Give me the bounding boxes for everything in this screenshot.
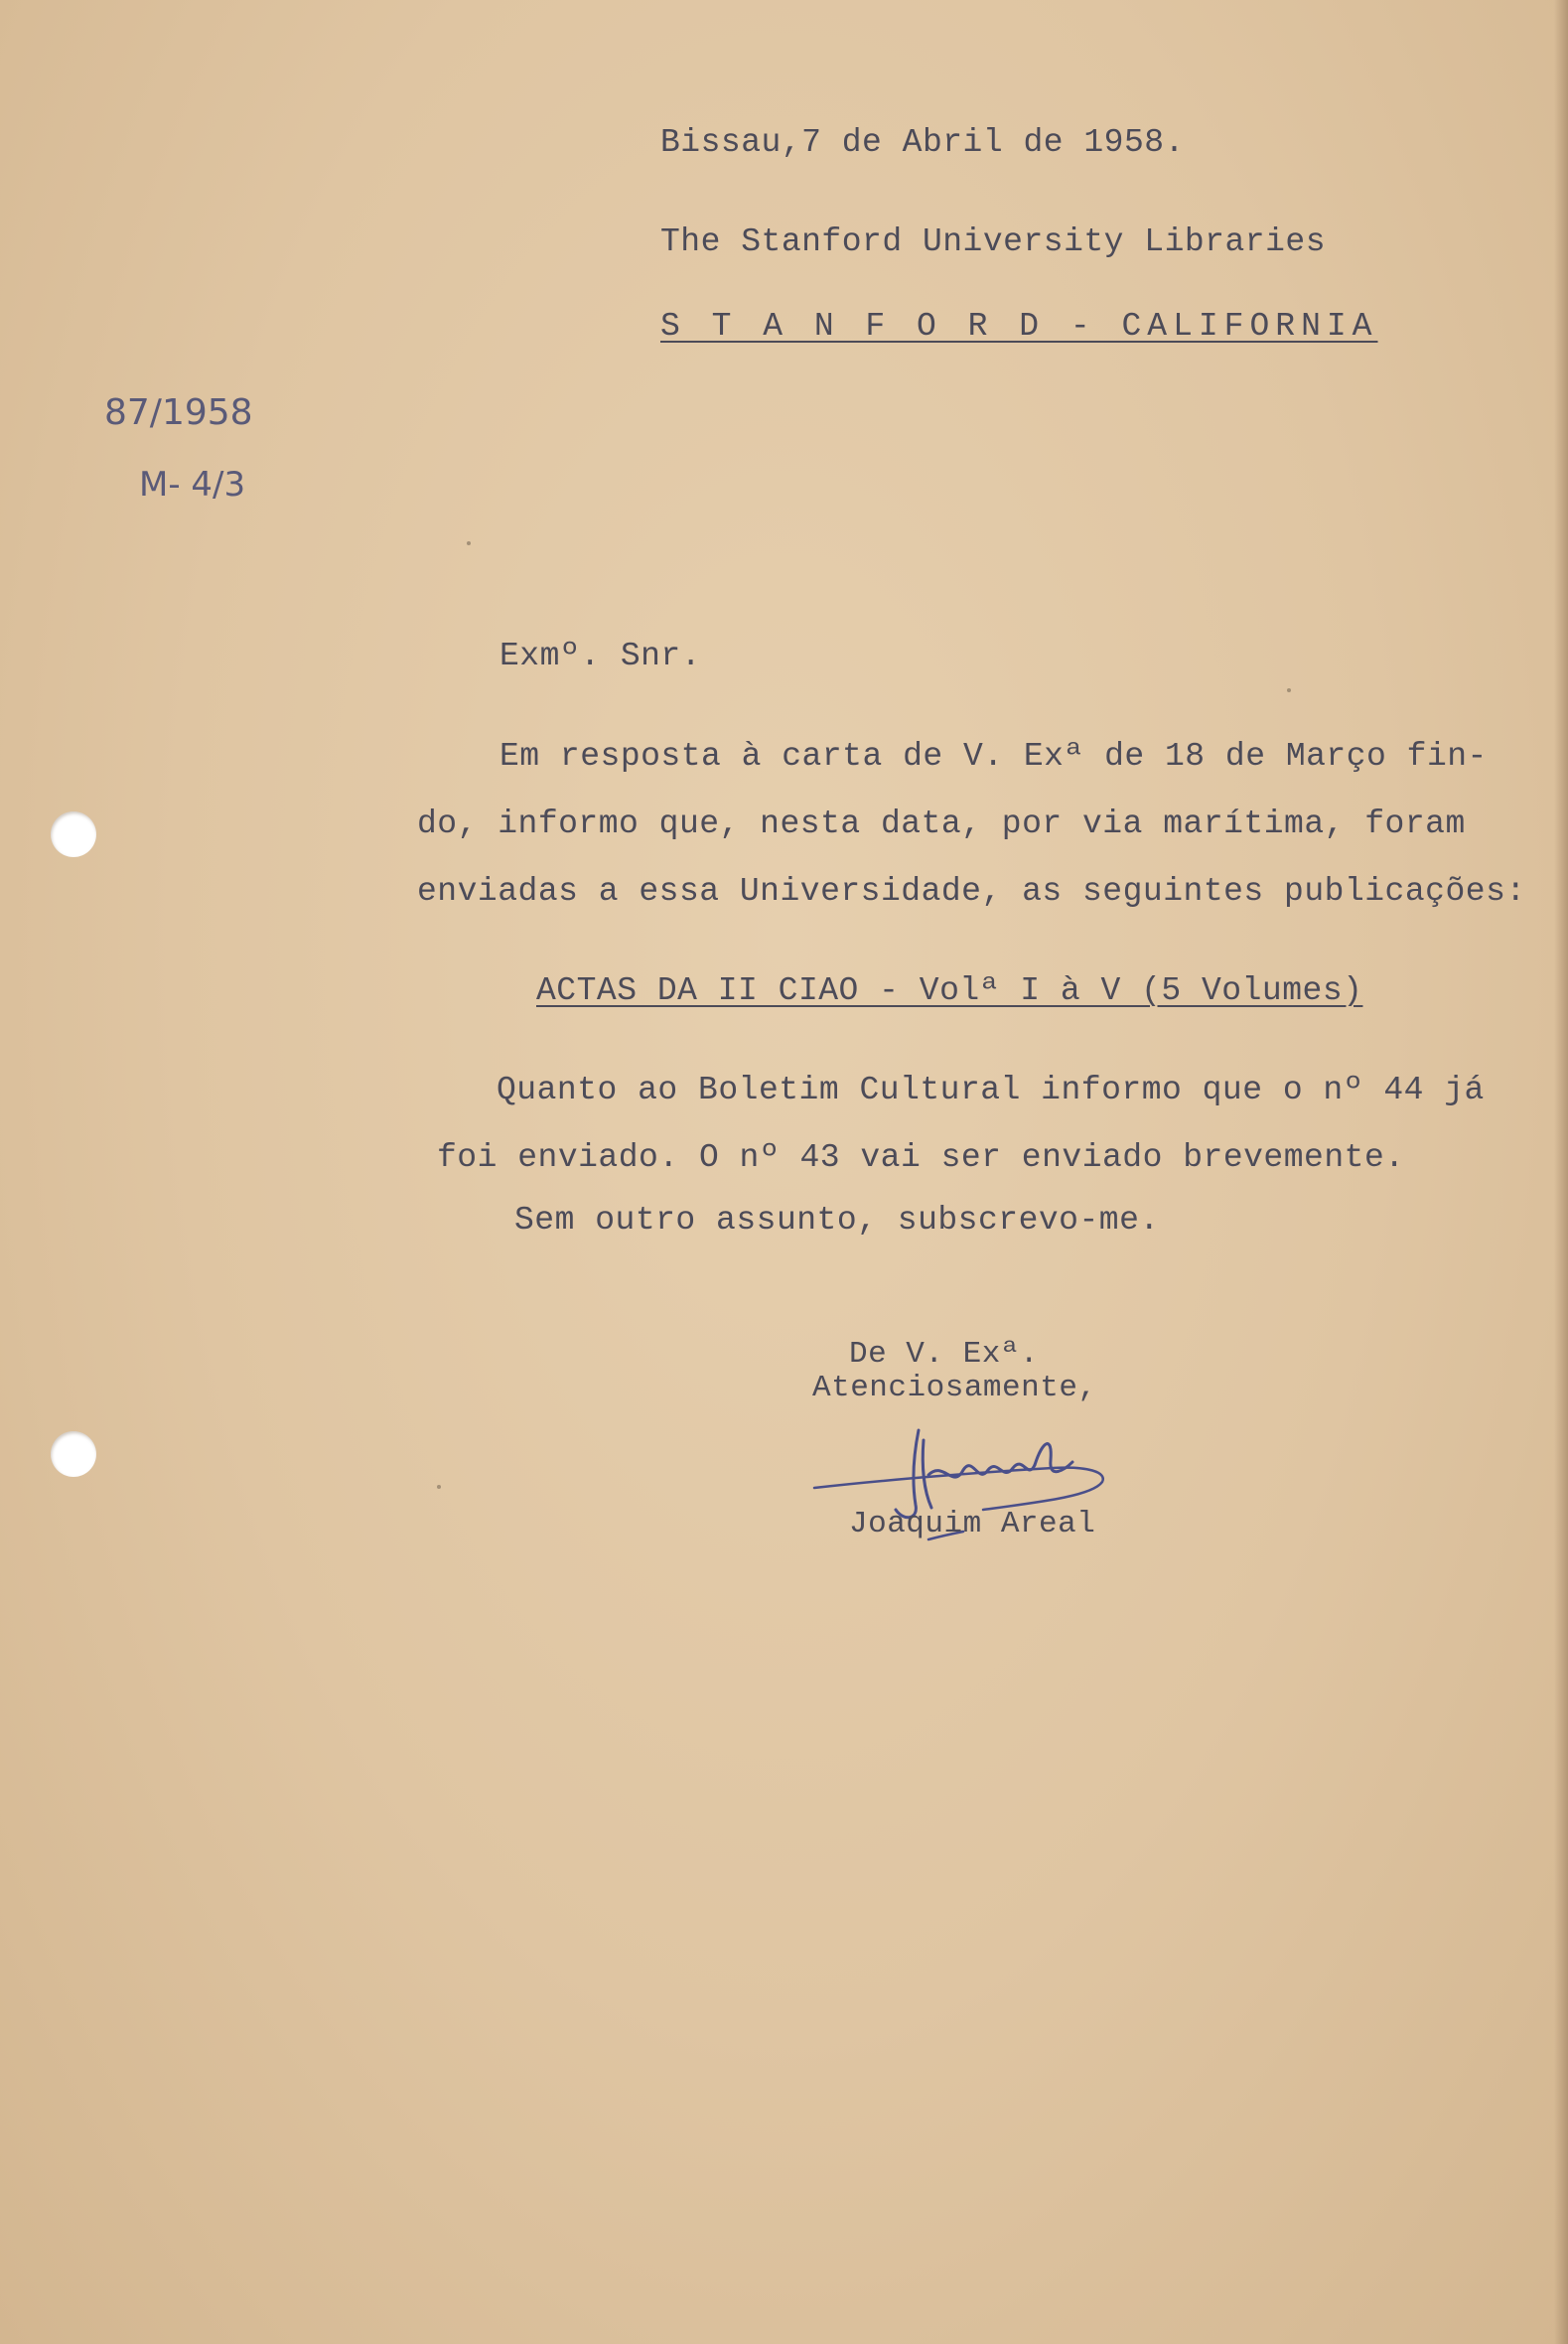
body-line: do, informo que, nesta data, por via marítima, foram [417, 806, 1466, 842]
body-line: Em resposta à carta de V. Exª de 18 de Março fin- [499, 738, 1488, 775]
recipient-line: The Stanford University Libraries [660, 223, 1327, 260]
margin-reference-number: 87/1958 [104, 392, 253, 433]
publication-title: ACTAS DA II CIAO - Volª I à V (5 Volumes) [536, 972, 1363, 1009]
recipient-place: S T A N F O R D - CALIFORNIA [660, 308, 1378, 345]
body-line: Quanto ao Boletim Cultural informo que o nº 44 já [497, 1072, 1485, 1108]
closing-line: Sem outro assunto, subscrevo-me. [514, 1202, 1160, 1239]
punch-hole-bottom [51, 1431, 96, 1477]
punch-hole-top [51, 811, 96, 857]
body-line: foi enviado. O nº 43 vai ser enviado brevemente. [437, 1139, 1405, 1176]
complimentary-close: De V. Exª. [849, 1337, 1040, 1372]
margin-reference-code: M- 4/3 [139, 465, 246, 505]
page-edge-shadow [1554, 0, 1568, 2344]
paper-speck [467, 541, 471, 545]
body-line: enviadas a essa Universidade, as seguintes publicações: [417, 873, 1526, 910]
date-line: Bissau,7 de Abril de 1958. [660, 124, 1185, 161]
signer-name: Joaquim Areal [849, 1507, 1096, 1541]
paper-speck [437, 1485, 441, 1489]
complimentary-close: Atenciosamente, [812, 1371, 1097, 1405]
salutation: Exmº. Snr. [499, 638, 702, 674]
paper-speck [1287, 688, 1291, 692]
